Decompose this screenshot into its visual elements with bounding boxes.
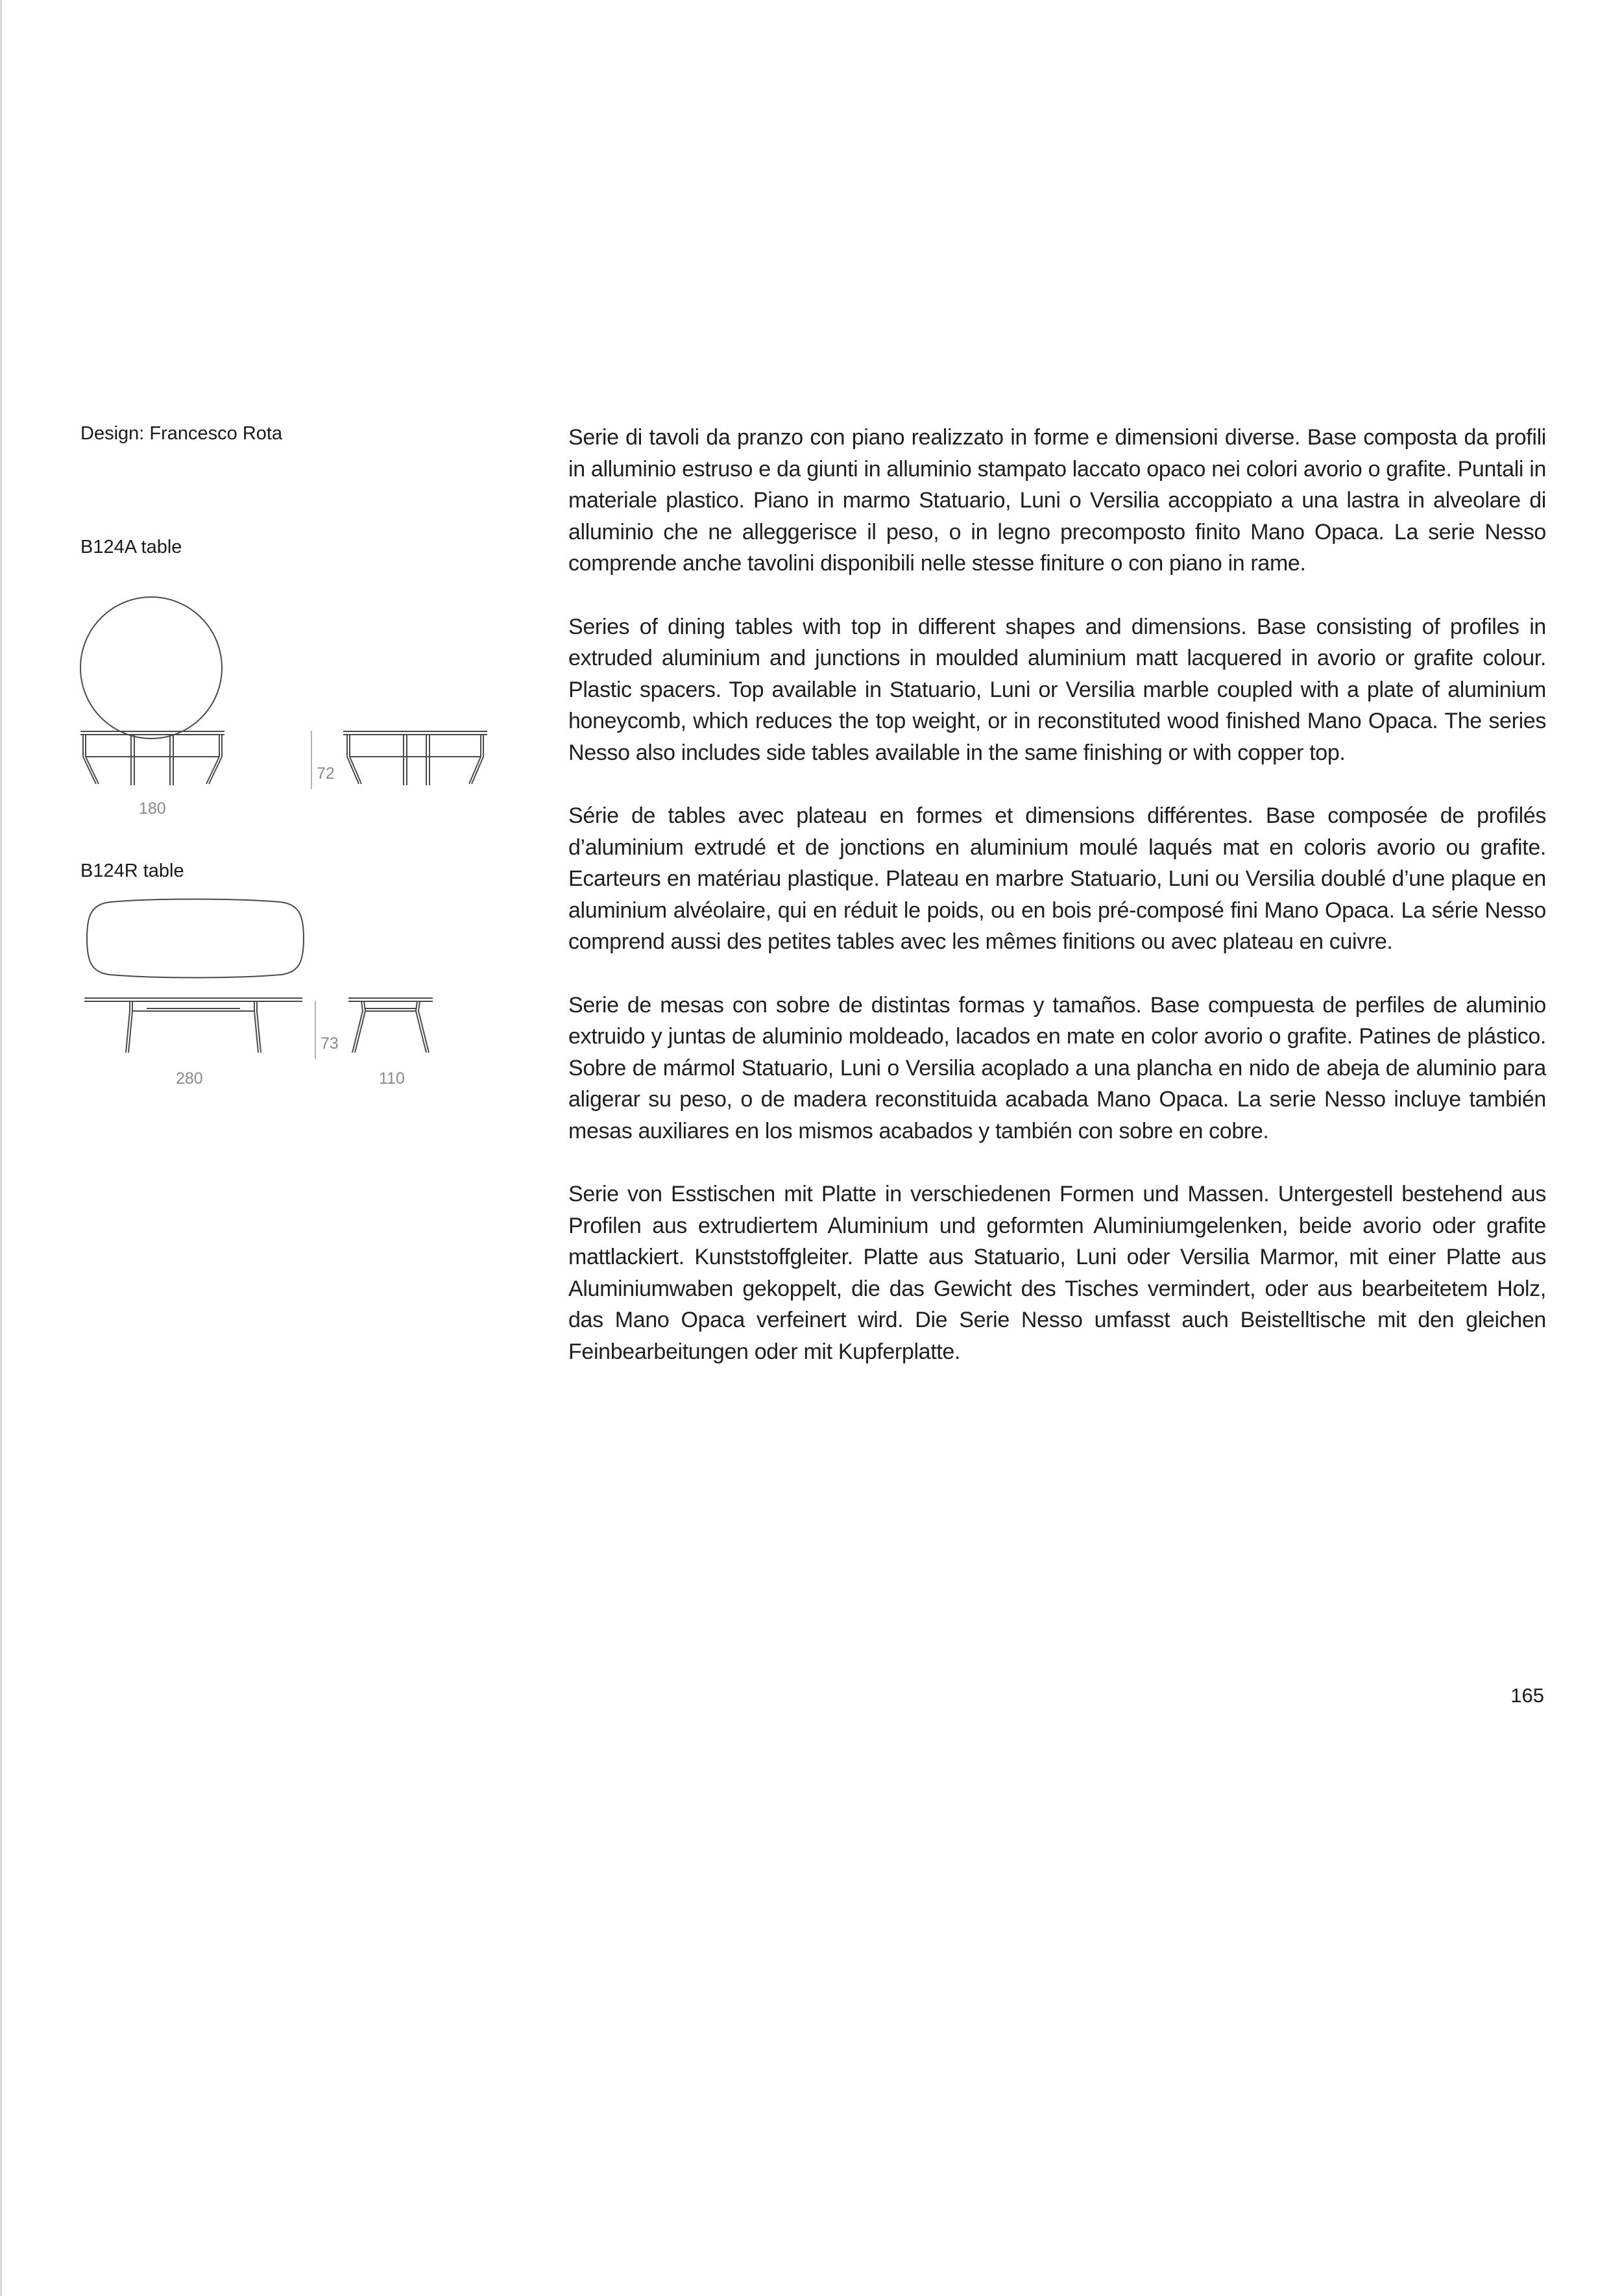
description-column: [568, 422, 1546, 1399]
description-spanish: Serie de mesas con sobre de distintas formas y tamaños. Base compuesta de perfiles de aluminio extruido y juntas de aluminio moldeado, lacados en mate en color avorio o grafite. Patines de plástico. Sobre de mármol Statuario, Luni o Versilia acoplado a una plancha en nido de abeja de aluminio para aligerar su peso, o de madera reconstituida acabada Mano Opaca. La serie Nesso incluye también mesas auxiliares en los mismos acabados y también con sobre en cobre.: [568, 992, 1546, 1143]
designer-credit: Design: Francesco Rota: [80, 423, 283, 444]
table-a-side-view: [342, 727, 489, 787]
table-a-height-dim: 72: [317, 764, 335, 783]
table-r-height-guide: [314, 1001, 317, 1059]
table-a-front-view: [79, 727, 226, 787]
page-number: 165: [1510, 1684, 1544, 1707]
description-german: Serie von Esstischen mit Platte in verschiedenen Formen und Massen. Untergestell bestehend aus Profilen aus extrudiertem Aluminium und geformten Aluminiumgelenken, beide avorio oder grafite mattlackiert. Kunststoffgleiter. Platte aus Statuario, Luni oder Versilia Marmor, mit einer Platte aus Aluminiumwaben gekoppelt, die das Gewicht des Tisches vermindert, oder aus bearbeitetem Holz, das Mano Opaca verfeinert wird. Die Serie Nesso umfasst auch Beistelltische mit den gleichen Feinbearbeitungen oder mit Kupferplatte.: [568, 1182, 1546, 1364]
table-r-width-dim: 110: [379, 1069, 405, 1088]
description-english: Series of dining tables with top in different shapes and dimensions. Base consisting of profiles in extruded aluminium and junctions in moulded aluminium matt lacquered in avorio or grafite colour. Plastic spacers. Top available in Statuario, Luni or Versilia marble coupled with a plate of aluminium honeycomb, which reduces the top weight, or in reconstituted wood finished Mano Opaca. The series Nesso also includes side tables available in the same finishing or with copper top.: [568, 614, 1546, 765]
table-a-diameter-dim: 180: [139, 800, 166, 818]
description-french: Série de tables avec plateau en formes et dimensions différentes. Base composée de profilés d’aluminium extrudé et de jonctions en aluminium moulé laqués mat en coloris avorio ou grafite. Ecarteurs en matériau plastique. Plateau en marbre Statuario, Luni ou Versilia doublé d’une plaque en aluminium alvéolaire, qui en réduit le poids, ou en bois pré-composé fini Mano Opaca. La série Nesso comprend aussi des petites tables avec les mêmes finitions ou avec plateau en cuivre.: [568, 803, 1546, 954]
description-italian: Serie di tavoli da pranzo con piano realizzato in forme e dimensioni diverse. Base composta da profili in alluminio estruso e da giunti in alluminio stampato laccato opaco nei colori avorio o grafite. Puntali in materiale plastico. Piano in marmo Statuario, Luni o Versilia accoppiato a una lastra in alveolare di alluminio che ne alleggerisce il peso, o in legno precomposto finito Mano Opaca. La serie Nesso comprende anche tavolini disponibili nelle stesse finiture o con piano in rame.: [568, 425, 1546, 576]
table-r-height-dim: 73: [321, 1034, 339, 1053]
table-r-name: B124R table: [80, 861, 184, 881]
table-a-height-guide: [310, 731, 313, 789]
table-r-top-view: [84, 897, 306, 980]
table-a-top-view: [79, 596, 223, 740]
table-r-side-view: [347, 994, 434, 1056]
table-r-front-view: [83, 994, 304, 1056]
table-a-name: B124A table: [80, 537, 182, 557]
page-edge: [0, 0, 2, 2296]
table-r-length-dim: 280: [176, 1069, 203, 1088]
